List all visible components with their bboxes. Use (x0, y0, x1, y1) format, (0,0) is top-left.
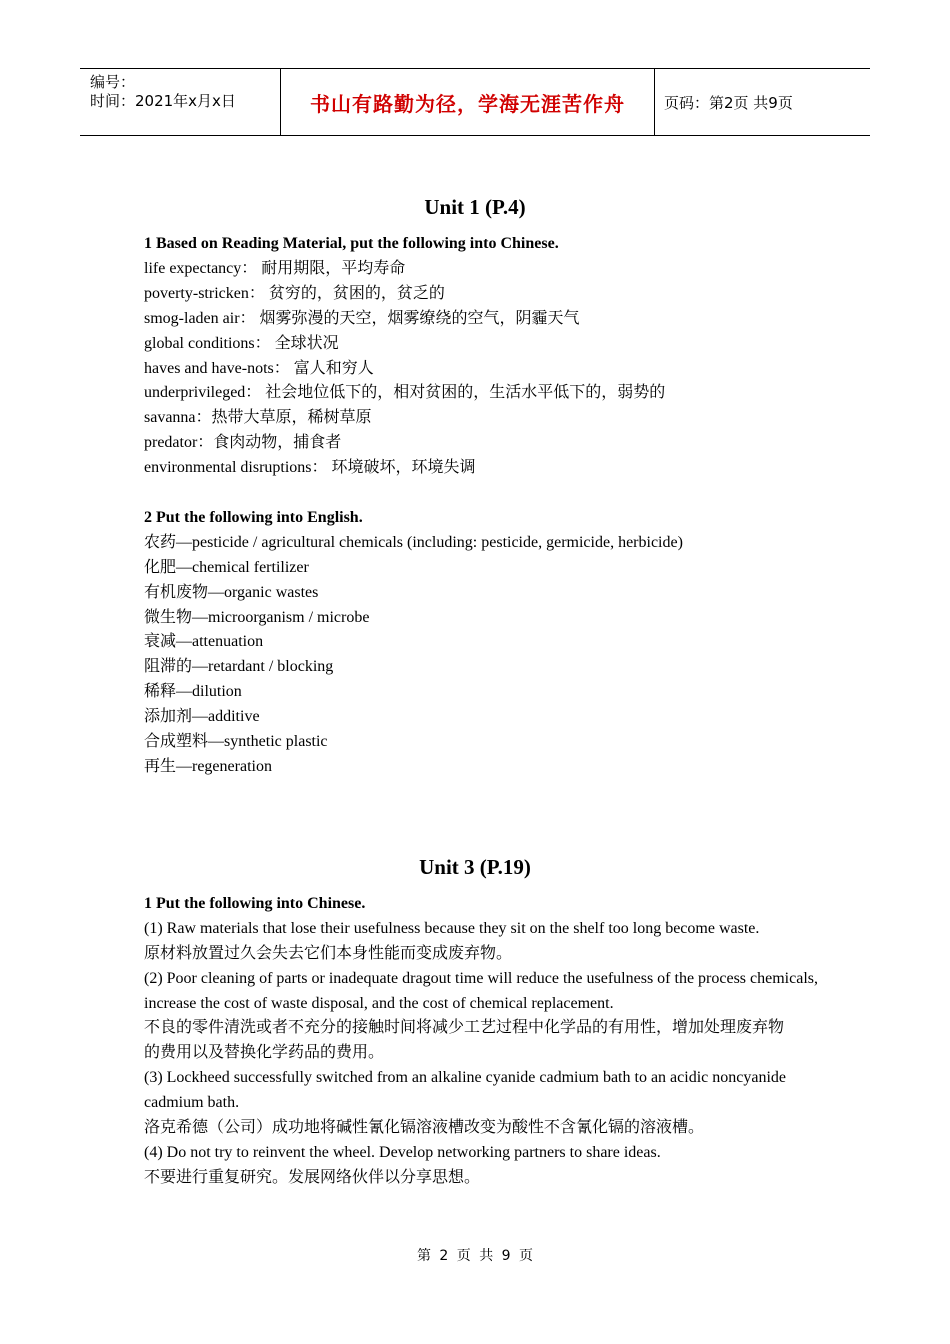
header-page-info: 页码：第2页 共9页 (664, 93, 793, 112)
list-item: 微生物—microorganism / microbe (144, 608, 370, 626)
paragraph: (1) Raw materials that lose their usefulness because they sit on the shelf too long become waste. (144, 919, 760, 937)
list-item: environmental disruptions： 环境破坏，环境失调 (144, 459, 476, 477)
list-item: 化肥—chemical fertilizer (144, 558, 309, 576)
page-footer: 第 2 页 共 9 页 (416, 1248, 534, 1264)
list-item: 添加剂—additive (144, 708, 260, 726)
list-item: 有机废物—organic wastes (144, 583, 319, 601)
list-item: 阻滞的—retardant / blocking (144, 658, 334, 676)
list-item: predator：食肉动物，捕食者 (144, 434, 342, 452)
list-item: haves and have-nots： 富人和穷人 (144, 359, 374, 377)
list-item: 衰减—attenuation (144, 633, 264, 651)
list-item: underprivileged： 社会地位低下的，相对贫困的，生活水平低下的，弱势的 (144, 384, 666, 402)
page-header (80, 68, 870, 136)
header-motto: 书山有路勤为径，学海无涯苦作舟 (281, 69, 655, 135)
document-body (144, 192, 824, 1191)
list-item: 农药—pesticide / agricultural chemicals (including: pesticide, germicide, herbicide) (144, 533, 683, 551)
number-label: 编号： (90, 73, 136, 91)
unit3-title: Unit 3 (P.19) (419, 854, 531, 879)
time-label: 时间：2021年x月x日 (90, 92, 236, 110)
unit1-section2-title: 2 Put the following into English. (144, 508, 363, 526)
list-item: 合成塑料—synthetic plastic (144, 733, 328, 751)
list-item: global conditions： 全球状况 (144, 334, 339, 352)
unit3-section1-title: 1 Put the following into Chinese. (144, 894, 366, 912)
list-item: 再生—regeneration (144, 758, 272, 776)
unit3-paragraphs (144, 917, 824, 1191)
header-meta (80, 69, 281, 135)
list-item: savanna：热带大草原，稀树草原 (144, 409, 372, 427)
paragraph: 洛克希德（公司）成功地将碱性氰化镉溶液槽改变为酸性不含氰化镉的溶液槽。 (144, 1119, 705, 1137)
paragraph: (3) Lockheed successfully switched from an alkaline cyanide cadmium bath to an acidic noncyanide cadmium bath. (144, 1069, 786, 1112)
list-item: 稀释—dilution (144, 683, 242, 701)
unit1-title: Unit 1 (P.4) (424, 195, 526, 219)
unit1-section1-title: 1 Based on Reading Material, put the following into Chinese. (144, 235, 559, 252)
unit1-section2-list (144, 531, 824, 780)
list-item: poverty-stricken： 贫穷的，贫困的，贫乏的 (144, 284, 445, 302)
paragraph: 不要进行重复研究。发展网络伙伴以分享思想。 (144, 1168, 481, 1186)
paragraph: (4) Do not try to reinvent the wheel. Develop networking partners to share ideas. (144, 1143, 661, 1161)
paragraph: 原材料放置过久会失去它们本身性能而变成废弃物。 (144, 944, 513, 962)
paragraph: 不良的零件清洗或者不充分的接触时间将减少工艺过程中化学品的有用性，增加处理废弃物 (144, 1019, 785, 1037)
paragraph: 的费用以及替换化学药品的费用。 (144, 1044, 385, 1062)
paragraph: (2) Poor cleaning of parts or inadequate dragout time will reduce the usefulness of the process chemicals, increase the cost of waste disposal, and the cost of chemical replacement. (144, 969, 818, 1012)
unit1-section1-list (144, 257, 824, 481)
list-item: smog-laden air： 烟雾弥漫的天空，烟雾缭绕的空气，阴霾天气 (144, 309, 580, 327)
list-item: life expectancy： 耐用期限，平均寿命 (144, 259, 406, 277)
